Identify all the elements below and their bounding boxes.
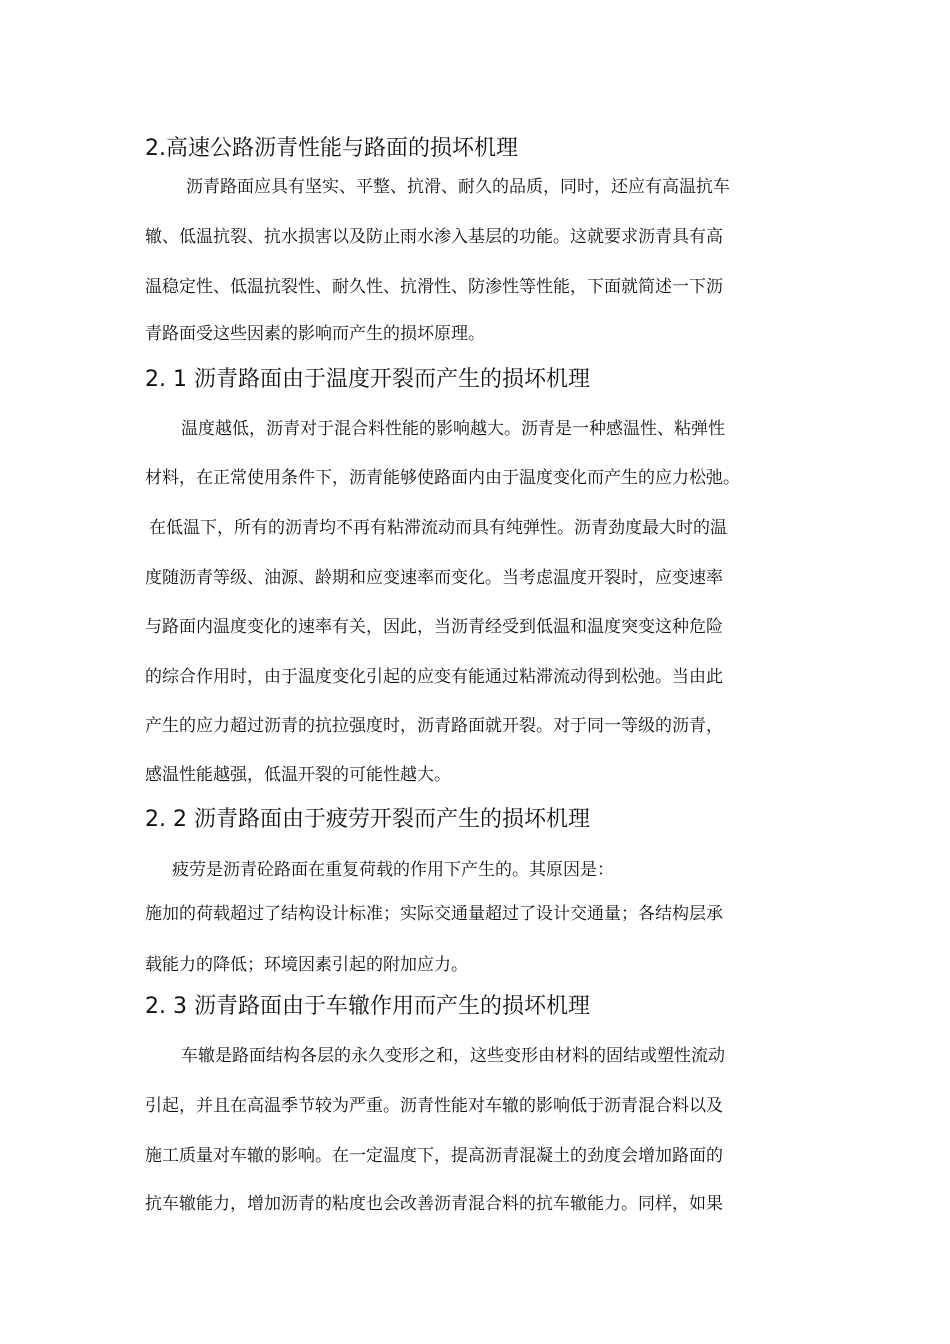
paragraph-line: 施加的荷载超过了结构设计标准；实际交通量超过了设计交通量；各结构层承 <box>145 904 723 924</box>
paragraph-line: 度随沥青等级、油源、龄期和应变速率而变化。当考虑温度开裂时，应变速率 <box>145 568 723 588</box>
paragraph-line: 载能力的降低；环境因素引起的附加应力。 <box>145 955 468 975</box>
paragraph-line: 车辙是路面结构各层的永久变形之和，这些变形由材料的固结或塑性流动 <box>181 1046 725 1066</box>
paragraph-line: 材料，在正常使用条件下，沥青能够使路面内由于温度变化而产生的应力松弛。 <box>145 468 740 488</box>
paragraph-line: 感温性能越强，低温开裂的可能性越大。 <box>145 765 451 785</box>
paragraph-line: 辙、低温抗裂、抗水损害以及防止雨水渗入基层的功能。这就要求沥青具有高 <box>145 227 723 247</box>
section-heading: 2. 3 沥青路面由于车辙作用而产生的损坏机理 <box>145 994 590 1019</box>
section-heading: 2. 2 沥青路面由于疲劳开裂而产生的损坏机理 <box>145 807 590 832</box>
section-heading: 2. 1 沥青路面由于温度开裂而产生的损坏机理 <box>145 367 590 392</box>
paragraph-line: 沥青路面应具有坚实、平整、抗滑、耐久的品质，同时，还应有高温抗车 <box>186 177 730 197</box>
paragraph-line: 与路面内温度变化的速率有关，因此，当沥青经受到低温和温度突变这种危险 <box>145 617 723 637</box>
paragraph-line: 在低温下，所有的沥青均不再有粘滞流动而具有纯弹性。沥青劲度最大时的温 <box>149 518 727 538</box>
paragraph-line: 的综合作用时，由于温度变化引起的应变有能通过粘滞流动得到松弛。当由此 <box>145 667 723 687</box>
paragraph-line: 温稳定性、低温抗裂性、耐久性、抗滑性、防渗性等性能，下面就简述一下沥 <box>145 277 723 297</box>
paragraph-line: 产生的应力超过沥青的抗拉强度时，沥青路面就开裂。对于同一等级的沥青， <box>145 716 723 736</box>
paragraph-line: 施工质量对车辙的影响。在一定温度下，提高沥青混凝土的劲度会增加路面的 <box>145 1146 723 1166</box>
paragraph-line: 青路面受这些因素的影响而产生的损坏原理。 <box>145 324 485 344</box>
paragraph-line: 引起，并且在高温季节较为严重。沥青性能对车辙的影响低于沥青混合料以及 <box>145 1096 723 1116</box>
paragraph-line: 温度越低，沥青对于混合料性能的影响越大。沥青是一种感温性、粘弹性 <box>181 419 725 439</box>
section-heading: 2.高速公路沥青性能与路面的损坏机理 <box>145 136 518 161</box>
paragraph-line: 抗车辙能力，增加沥青的粘度也会改善沥青混合料的抗车辙能力。同样，如果 <box>145 1194 723 1214</box>
paragraph-line: 疲劳是沥青砼路面在重复荷载的作用下产生的。其原因是： <box>172 860 614 880</box>
